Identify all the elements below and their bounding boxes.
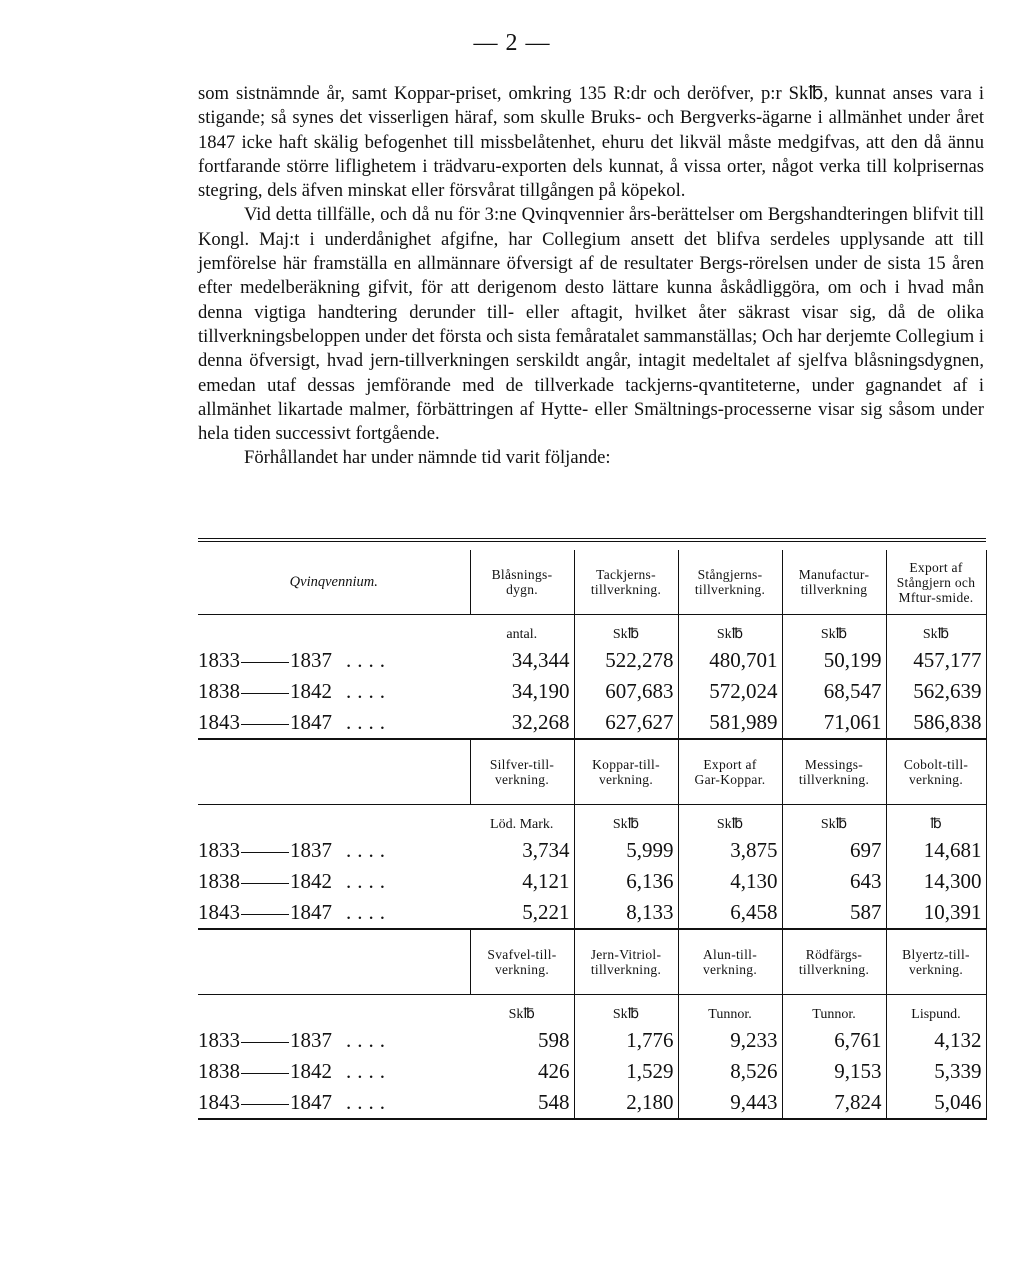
production-table xyxy=(198,538,987,1120)
value-cell: 586,838 xyxy=(886,707,986,739)
period-from: 1833 xyxy=(198,838,240,862)
value-cell: 587 xyxy=(782,897,886,929)
unit-label: Sk℔ xyxy=(886,615,986,646)
unit-label: antal. xyxy=(470,615,574,646)
table-row xyxy=(198,866,986,897)
period-from: 1838 xyxy=(198,869,240,893)
unit-label: Sk℔ xyxy=(782,615,886,646)
period-from: 1843 xyxy=(198,900,240,924)
table-row xyxy=(198,645,986,676)
period-from: 1838 xyxy=(198,1059,240,1083)
unit-label: Tunnor. xyxy=(782,995,886,1026)
value-cell: 68,547 xyxy=(782,676,886,707)
value-cell: 457,177 xyxy=(886,645,986,676)
period-cell xyxy=(198,1056,470,1087)
leader-dots: .... xyxy=(346,838,391,862)
unit-row xyxy=(198,995,986,1026)
value-cell: 3,734 xyxy=(470,835,574,866)
value-cell: 607,683 xyxy=(574,676,678,707)
unit-spacer xyxy=(198,805,470,836)
paragraph-2: Vid detta tillfälle, och då nu för 3:ne Qvinqvennier års-berättelser om Bergshandteringen blifvit till Kongl. Maj:t i underdånighet afgifne, har Collegium ansett det blifva serdeles upplysande att till jemförelse här framställa en allmännare öfversigt af de resultater Bergs-rörelsen under de sista 15 åren efter medelberäkning gifvit, för att derigenom desto lättare kunna åskådliggöra, om och i hvad mån denna vigtiga handtering derunder till- eller aftagit, hvilket åter säkrast visar sig, då de olika tillverkningsbeloppen under det första och sista femåratalet sammanställas; Och har derjemte Collegium i denna öfversigt, hvad jern-tillverkningen serskildt angår, intagit medeltalet af sjelfva blåsningsdygnen, emedan utaf dessas jemförande med de tillverkade tackjerns-qvantiteterne, under gagnandet af i allmänhet likartade malmer, förbättringen af Hytte- eller Smältnings-processerne visar sig såsom under hela tiden successivt fortgående. xyxy=(198,204,984,445)
period-to: 1837 xyxy=(290,648,332,672)
column-header: Jern-Vitriol- tillverkning. xyxy=(574,929,678,995)
value-cell: 572,024 xyxy=(678,676,782,707)
period-dash xyxy=(241,852,289,853)
header-row xyxy=(198,929,986,995)
paragraph-1: som sistnämnde år, samt Koppar-priset, omkring 135 R:dr och deröfver, p:r Sk℔, kunnat anses vara i stigande; så synes det visserligen häraf, som skulle Bruks- och Bergverks-ägarne i allmänhet under året 1847 icke haft skälig befogenhet till missbelåtenhet, ehuru det likväl måste medgifvas, att den då ännu fortfarande större liflighetem i trädvaru-exporten dels kunnat, å vissa orter, något verka till kolprisernas stegring, dels äfven minskat eller försvårat tillgången på köpekol. xyxy=(198,83,984,202)
period-to: 1842 xyxy=(290,869,332,893)
qvinquennium-label: Qvinqvennium. xyxy=(289,573,378,590)
column-header: Tackjerns- tillverkning. xyxy=(574,550,678,615)
period-cell xyxy=(198,645,470,676)
period-from: 1833 xyxy=(198,648,240,672)
period-cell xyxy=(198,707,470,739)
leader-dots: .... xyxy=(346,710,391,734)
leader-dots: .... xyxy=(346,1090,391,1114)
unit-label: Löd. Mark. xyxy=(470,805,574,836)
value-cell: 697 xyxy=(782,835,886,866)
rule-cell xyxy=(198,540,470,550)
period-dash xyxy=(241,1042,289,1043)
value-cell: 581,989 xyxy=(678,707,782,739)
value-cell: 9,443 xyxy=(678,1087,782,1119)
table-top-rule xyxy=(198,540,986,550)
leader-dots: .... xyxy=(346,869,391,893)
period-dash xyxy=(241,724,289,725)
period-cell xyxy=(198,835,470,866)
value-cell: 71,061 xyxy=(782,707,886,739)
column-header: Cobolt-till- verkning. xyxy=(886,739,986,805)
value-cell: 34,344 xyxy=(470,645,574,676)
unit-label: Sk℔ xyxy=(574,615,678,646)
unit-row xyxy=(198,805,986,836)
value-cell: 522,278 xyxy=(574,645,678,676)
period-from: 1833 xyxy=(198,1028,240,1052)
value-cell: 562,639 xyxy=(886,676,986,707)
unit-row xyxy=(198,615,986,646)
table-row xyxy=(198,897,986,929)
value-cell: 50,199 xyxy=(782,645,886,676)
value-cell: 14,300 xyxy=(886,866,986,897)
page-number: — 2 — xyxy=(473,30,551,56)
unit-label: Tunnor. xyxy=(678,995,782,1026)
period-to: 1847 xyxy=(290,900,332,924)
period-to: 1842 xyxy=(290,679,332,703)
table-row xyxy=(198,1087,986,1119)
value-cell: 9,153 xyxy=(782,1056,886,1087)
value-cell: 6,458 xyxy=(678,897,782,929)
period-to: 1847 xyxy=(290,710,332,734)
period-to: 1837 xyxy=(290,838,332,862)
period-from: 1843 xyxy=(198,710,240,734)
body-text xyxy=(198,82,984,471)
period-to: 1842 xyxy=(290,1059,332,1083)
column-header: Silfver-till- verkning. xyxy=(470,739,574,805)
period-dash xyxy=(241,662,289,663)
period-cell xyxy=(198,676,470,707)
value-cell: 6,761 xyxy=(782,1025,886,1056)
unit-label: Sk℔ xyxy=(678,615,782,646)
unit-label: Sk℔ xyxy=(574,995,678,1026)
statistics-table xyxy=(198,538,986,1120)
leader-dots: .... xyxy=(346,900,391,924)
period-to: 1847 xyxy=(290,1090,332,1114)
unit-label: Lispund. xyxy=(886,995,986,1026)
unit-label: Sk℔ xyxy=(678,805,782,836)
period-dash xyxy=(241,693,289,694)
period-cell xyxy=(198,1087,470,1119)
unit-label: ℔ xyxy=(886,805,986,836)
period-to: 1837 xyxy=(290,1028,332,1052)
rule-cell xyxy=(574,540,678,550)
value-cell: 3,875 xyxy=(678,835,782,866)
column-header: Blyertz-till- verkning. xyxy=(886,929,986,995)
value-cell: 10,391 xyxy=(886,897,986,929)
leader-dots: .... xyxy=(346,1028,391,1052)
column-header: Svafvel-till- verkning. xyxy=(470,929,574,995)
paragraph-3: Förhållandet har under nämnde tid varit följande: xyxy=(244,447,611,469)
table-row xyxy=(198,835,986,866)
period-dash xyxy=(241,1104,289,1105)
unit-label: Sk℔ xyxy=(782,805,886,836)
unit-label: Sk℔ xyxy=(574,805,678,836)
value-cell: 643 xyxy=(782,866,886,897)
period-dash xyxy=(241,883,289,884)
unit-spacer xyxy=(198,995,470,1026)
column-header: Rödfärgs- tillverkning. xyxy=(782,929,886,995)
value-cell: 5,999 xyxy=(574,835,678,866)
value-cell: 8,526 xyxy=(678,1056,782,1087)
rule-cell xyxy=(886,540,986,550)
column-header: Alun-till- verkning. xyxy=(678,929,782,995)
rule-cell xyxy=(782,540,886,550)
column-header: Messings- tillverkning. xyxy=(782,739,886,805)
value-cell: 7,824 xyxy=(782,1087,886,1119)
value-cell: 4,132 xyxy=(886,1025,986,1056)
value-cell: 2,180 xyxy=(574,1087,678,1119)
rule-cell xyxy=(678,540,782,550)
value-cell: 627,627 xyxy=(574,707,678,739)
column-header: Export af Gar-Koppar. xyxy=(678,739,782,805)
value-cell: 598 xyxy=(470,1025,574,1056)
leader-dots: .... xyxy=(346,1059,391,1083)
value-cell: 6,136 xyxy=(574,866,678,897)
leader-dots: .... xyxy=(346,679,391,703)
unit-spacer xyxy=(198,615,470,646)
value-cell: 32,268 xyxy=(470,707,574,739)
period-cell xyxy=(198,1025,470,1056)
leader-dots: .... xyxy=(346,648,391,672)
header-row xyxy=(198,550,986,615)
value-cell: 548 xyxy=(470,1087,574,1119)
qvinquennium-label xyxy=(198,929,470,995)
value-cell: 5,046 xyxy=(886,1087,986,1119)
period-cell xyxy=(198,897,470,929)
table-row xyxy=(198,676,986,707)
value-cell: 14,681 xyxy=(886,835,986,866)
value-cell: 1,776 xyxy=(574,1025,678,1056)
column-header: Blåsnings- dygn. xyxy=(470,550,574,615)
column-header: Koppar-till- verkning. xyxy=(574,739,678,805)
column-header: Export af Stångjern och Mftur-smide. xyxy=(886,550,986,615)
value-cell: 426 xyxy=(470,1056,574,1087)
value-cell: 5,339 xyxy=(886,1056,986,1087)
value-cell: 1,529 xyxy=(574,1056,678,1087)
column-header: Stångjerns- tillverkning. xyxy=(678,550,782,615)
period-dash xyxy=(241,914,289,915)
value-cell: 9,233 xyxy=(678,1025,782,1056)
value-cell: 5,221 xyxy=(470,897,574,929)
value-cell: 4,121 xyxy=(470,866,574,897)
period-cell xyxy=(198,866,470,897)
table-row xyxy=(198,1025,986,1056)
period-dash xyxy=(241,1073,289,1074)
unit-label: Sk℔ xyxy=(470,995,574,1026)
value-cell: 34,190 xyxy=(470,676,574,707)
header-row xyxy=(198,739,986,805)
value-cell: 4,130 xyxy=(678,866,782,897)
qvinquennium-label xyxy=(198,739,470,805)
period-from: 1838 xyxy=(198,679,240,703)
value-cell: 480,701 xyxy=(678,645,782,676)
value-cell: 8,133 xyxy=(574,897,678,929)
period-from: 1843 xyxy=(198,1090,240,1114)
column-header: Manufactur- tillverkning xyxy=(782,550,886,615)
table-row xyxy=(198,707,986,739)
table-row xyxy=(198,1056,986,1087)
rule-cell xyxy=(470,540,574,550)
